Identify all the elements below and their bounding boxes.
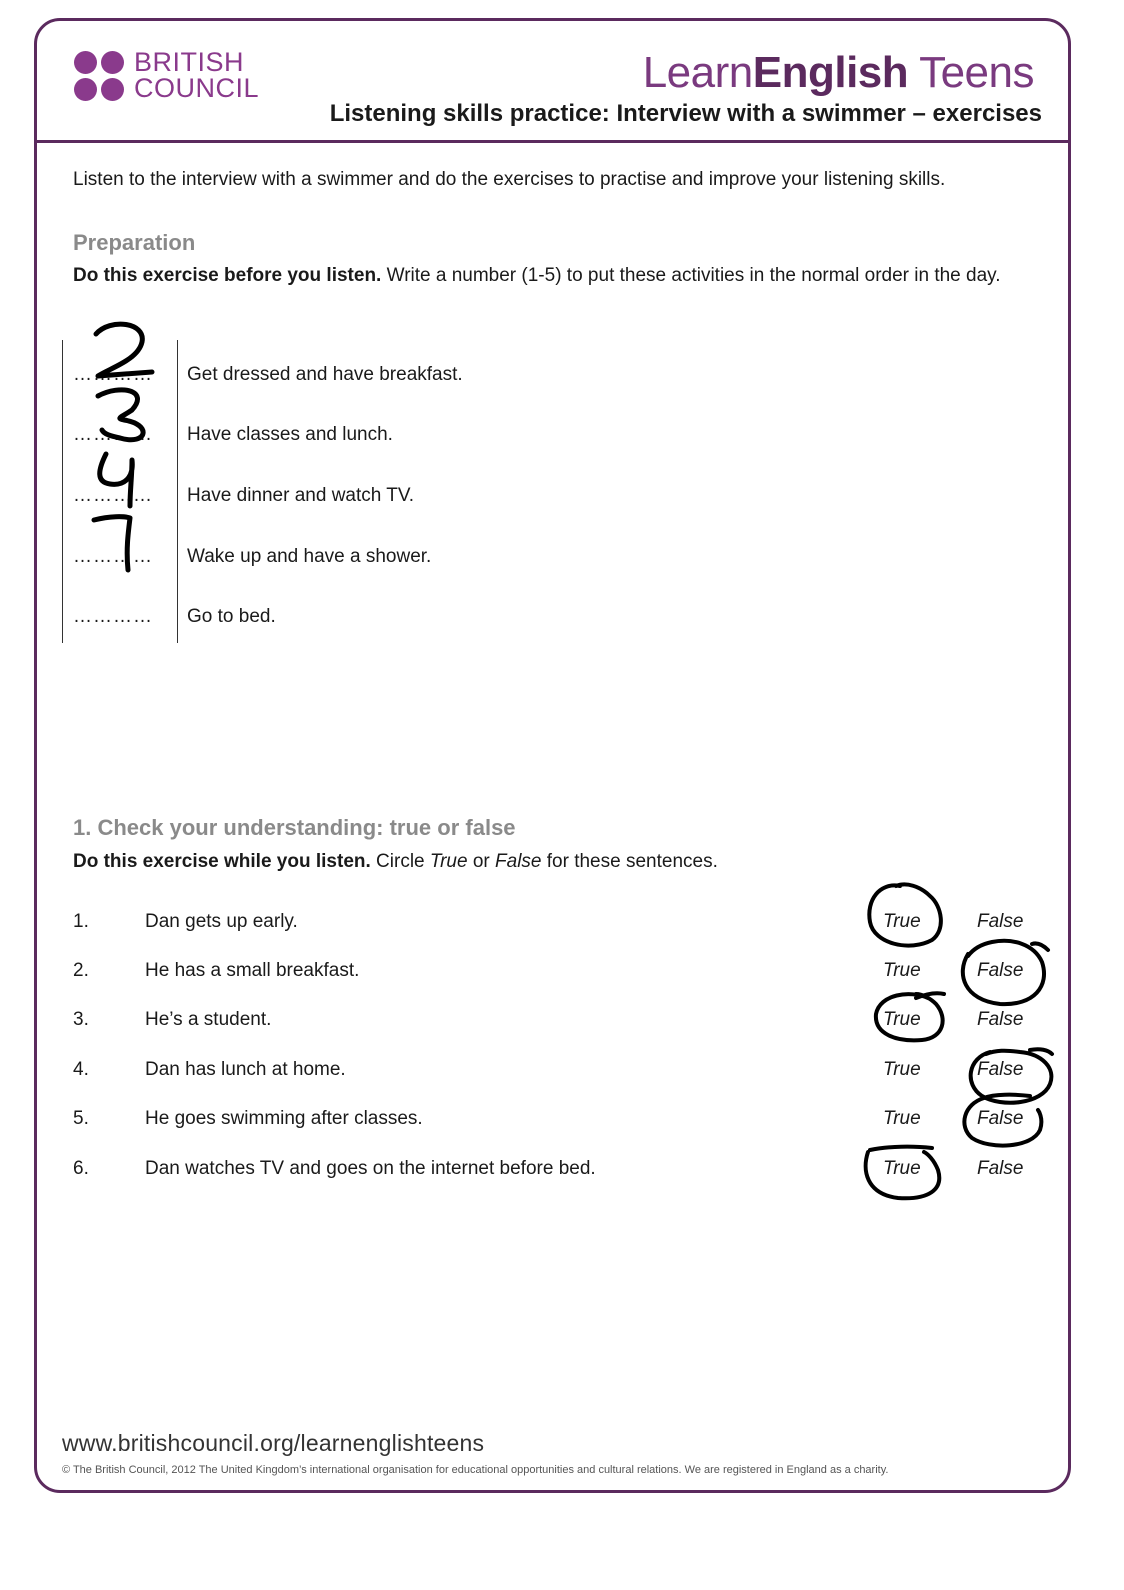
activity-label: Get dressed and have breakfast.: [187, 364, 463, 385]
true-option[interactable]: True: [883, 1108, 921, 1129]
logo-text-line2: COUNCIL: [134, 73, 260, 103]
footer-copyright: © The British Council, 2012 The United Kingdom’s international organisation for educational opportunities and cultural relations. We are registered in England as a charity.: [62, 1464, 889, 1476]
question-row: [73, 960, 1063, 990]
preparation-instruction-rest: Write a number (1-5) to put these activities in the normal order in the day.: [381, 265, 1001, 286]
learnenglish-teens-brand: [643, 48, 1034, 98]
exercise1-heading: 1. Check your understanding: true or false: [73, 815, 516, 840]
question-number: 4.: [73, 1059, 89, 1080]
page-title: Listening skills practice: Interview with a swimmer – exercises: [329, 100, 1042, 127]
question-sentence: He has a small breakfast.: [145, 960, 360, 981]
circle-mark-true: [860, 878, 950, 958]
brand-light: Learn: [642, 48, 753, 97]
question-row: [73, 1108, 1063, 1138]
exercise1-instruction: [73, 848, 1053, 876]
brand-bold: English: [752, 48, 909, 97]
false-option[interactable]: False: [977, 1009, 1024, 1030]
true-option[interactable]: True: [883, 1059, 921, 1080]
circle-mark-false: [954, 1090, 1054, 1152]
circle-mark-true: [858, 1140, 952, 1206]
intro-text: Listen to the interview with a swimmer and do the exercises to practise and improve your listening skills.: [73, 169, 946, 190]
answer-blank[interactable]: …………: [73, 485, 153, 506]
answer-blank[interactable]: …………: [73, 364, 153, 385]
answer-blank[interactable]: …………: [73, 546, 153, 567]
handwritten-digit-2: [96, 324, 152, 376]
footer-url[interactable]: www.britishcouncil.org/learnenglishteens: [62, 1430, 485, 1456]
false-option[interactable]: False: [977, 960, 1024, 981]
header-divider: [36, 140, 1070, 143]
handwritten-digit-1: [94, 517, 130, 570]
exercise1-instruction-true: True: [429, 851, 468, 872]
question-sentence: Dan has lunch at home.: [145, 1059, 346, 1080]
answer-blank[interactable]: …………: [73, 606, 153, 627]
question-row: [73, 1059, 1063, 1089]
activity-label: Have classes and lunch.: [187, 424, 393, 445]
exercise1-instruction-post: for these sentences.: [541, 851, 718, 872]
false-option[interactable]: False: [977, 1158, 1024, 1179]
activity-label: Have dinner and watch TV.: [187, 485, 415, 506]
question-number: 1.: [73, 911, 89, 932]
exercise1-instruction-bold: Do this exercise while you listen.: [73, 851, 371, 872]
true-option[interactable]: True: [883, 911, 921, 932]
logo-dots-icon: [74, 51, 126, 103]
exercise1-instruction-pre: Circle: [370, 851, 430, 872]
prep-table-divider: [177, 340, 178, 643]
question-number: 3.: [73, 1009, 89, 1030]
true-option[interactable]: True: [883, 1009, 921, 1030]
question-number: 5.: [73, 1108, 89, 1129]
handwritten-answers: [80, 320, 170, 580]
circle-mark-true: [866, 988, 956, 1048]
handwritten-digit-3: [98, 390, 143, 440]
false-option[interactable]: False: [977, 911, 1024, 932]
prep-table-left-border: [62, 340, 63, 643]
activity-label: Wake up and have a shower.: [187, 546, 432, 567]
question-sentence: He goes swimming after classes.: [145, 1108, 423, 1129]
logo-text-line1: BRITISH: [134, 47, 245, 77]
true-option[interactable]: True: [883, 960, 921, 981]
question-number: 6.: [73, 1158, 89, 1179]
circle-mark-false: [954, 934, 1054, 1014]
brand-suffix: Teens: [908, 48, 1034, 97]
false-option[interactable]: False: [977, 1059, 1024, 1080]
question-sentence: Dan gets up early.: [145, 911, 298, 932]
true-option[interactable]: True: [883, 1158, 921, 1179]
question-sentence: He’s a student.: [145, 1009, 272, 1030]
false-option[interactable]: False: [977, 1108, 1024, 1129]
exercise1-instruction-false: False: [495, 851, 542, 872]
logo-text: [134, 49, 334, 101]
question-sentence: Dan watches TV and goes on the internet before bed.: [145, 1158, 596, 1179]
preparation-instruction: [73, 262, 1053, 290]
preparation-heading: Preparation: [73, 230, 196, 255]
question-number: 2.: [73, 960, 89, 981]
preparation-instruction-bold: Do this exercise before you listen.: [73, 265, 382, 286]
exercise1-instruction-mid: or: [467, 851, 496, 872]
answer-blank[interactable]: …………: [73, 424, 153, 445]
handwritten-digit-4: [100, 454, 133, 506]
activity-label: Go to bed.: [187, 606, 276, 627]
